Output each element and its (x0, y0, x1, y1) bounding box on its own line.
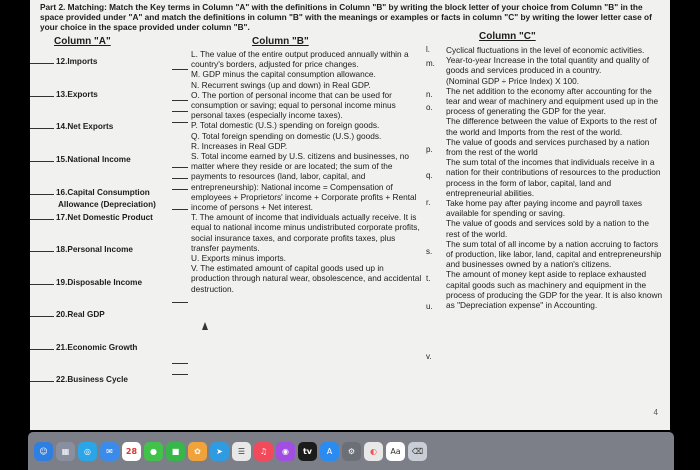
letter-u: u. (426, 302, 433, 311)
term-personal-income[interactable]: 18.Personal Income (30, 245, 190, 255)
facetime-icon[interactable]: ■ (166, 442, 185, 461)
term-net-domestic-product[interactable]: 17.Net Domestic Product (30, 213, 190, 223)
meaning-t: The value of goods and services sold by a nation to the rest of the world. (446, 218, 649, 239)
photos-icon[interactable]: ✿ (188, 442, 207, 461)
apple-tv-icon[interactable]: tv (298, 442, 317, 461)
safari-icon[interactable]: ◎ (78, 442, 97, 461)
term-economic-growth[interactable]: 21.Economic Growth (30, 343, 190, 353)
meaning-u: The sum total of all income by a nation accruing to factors of production, like labor, land, capital and entrepreneurship and businesses owned by a nation's citizens. (446, 238, 662, 270)
meaning-m: Year-to-year Increase in the total quantity and quality of goods and services produced in a country. (446, 55, 650, 76)
answer-blank-b[interactable] (172, 189, 188, 190)
answer-blank-b[interactable] (172, 302, 188, 303)
definition-n: N. Recurrent swings (up and down) in Real GDP. (191, 79, 371, 90)
definition-m: M. GDP minus the capital consumption allowance. (191, 69, 376, 80)
worksheet-page (30, 0, 670, 430)
column-c-letters (426, 0, 436, 430)
music-icon[interactable]: ♫ (254, 442, 273, 461)
column-a-heading: Column "A" (54, 36, 111, 47)
term-net-exports[interactable]: 14.Net Exports (30, 122, 190, 132)
answer-blank-b[interactable] (172, 100, 188, 101)
definition-u: U. Exports minus imports. (191, 253, 286, 264)
term-imports[interactable]: 12.Imports (30, 57, 190, 67)
letter-m: m. (426, 59, 435, 68)
answer-blank-b[interactable] (172, 69, 188, 70)
term-capital-consumption-cont: Allowance (Depreciation) (58, 200, 156, 209)
meaning-l: Cyclical fluctuations in the level of economic activities. (446, 45, 645, 55)
definition-q: Q. Total foreign spending on domestic (U.S.) goods. (191, 130, 382, 141)
term-national-income[interactable]: 15.National Income (30, 155, 190, 165)
preview-icon[interactable]: ◐ (364, 442, 383, 461)
definition-o: O. The portion of personal income that can be used for consumption or saving; equal to personal income minus personal taxes (especially income taxes). (191, 89, 396, 121)
definition-r: R. Increases in Real GDP. (191, 140, 288, 151)
column-c-meanings (446, 45, 664, 310)
letter-q: q. (426, 171, 433, 180)
answer-blank-b[interactable] (172, 363, 188, 364)
letter-t: t. (426, 274, 431, 283)
font-book-icon[interactable]: Aa (386, 442, 405, 461)
trash-icon[interactable]: ⌫ (408, 442, 427, 461)
letter-r: r. (426, 198, 431, 207)
answer-blank-b[interactable] (172, 167, 188, 168)
launchpad-icon[interactable]: ▦ (56, 442, 75, 461)
column-b-definitions (191, 49, 423, 294)
instructions-header: Part 2. Matching: Match the Key terms in Column "A" with the definitions in Column "B" by writing the block letter of your choice from Column "B" in the space provided under "A" and match the definitions in column "B" with the meanings or examples or facts in column "C" by writing the lower letter case of your choice in the space provided under column "B". (40, 2, 652, 33)
column-b-heading: Column "B" (252, 36, 309, 47)
dock (28, 432, 674, 470)
meaning-v: The amount of money kept aside to replace exhausted capital goods such as machinery and equipment in the process of producing the GDP for the year. It is also known as "Depreciation expense" in Accounting. (446, 269, 663, 311)
calendar-icon[interactable]: 28 (122, 442, 141, 461)
definition-s: S. Total income earned by U.S. citizens and businesses, no matter where they reside or are located; the sum of the payments to resources (land, labor, capital, and entrepreneurship): National income = Compensation of employees + Proprietors' income + Corporate profits + Rental income of persons + Net interest. (191, 151, 417, 213)
term-capital-consumption[interactable]: 16.Capital Consumption (30, 188, 190, 198)
system-settings-icon[interactable]: ⚙ (342, 442, 361, 461)
finder-icon[interactable]: ☺ (34, 442, 53, 461)
letter-l: l. (426, 45, 430, 54)
meaning-r: The sum total of the incomes that individuals receive in a nation for their contributions of resources to the production process in the form of labor, capital, land and entrepreneurial abilities. (446, 157, 661, 198)
mouse-cursor-icon (202, 322, 208, 330)
answer-blank-b[interactable] (172, 178, 188, 179)
definition-t: T. The amount of income that individuals actually receive. It is equal to national income minus undistributed corporate profits, social insurance taxes, and corporate profits taxes, plus transfer payments. (191, 212, 420, 253)
letter-v: v. (426, 352, 432, 361)
meaning-n: (Nominal GDP ÷ Price Index) X 100. (446, 75, 580, 86)
definition-p: P. Total domestic (U.S.) spending on foreign goods. (191, 120, 380, 131)
definition-l: L. The value of the entire output produced annually within a country's borders, adjusted for price changes. (191, 49, 409, 70)
answer-blank-b[interactable] (172, 374, 188, 375)
maps-icon[interactable]: ➤ (210, 442, 229, 461)
letter-n: n. (426, 90, 433, 99)
meaning-s: Take home pay after paying income and payroll taxes available for spending or saving. (446, 198, 643, 219)
answer-blank-b[interactable] (172, 122, 188, 123)
term-business-cycle[interactable]: 22.Business Cycle (30, 375, 190, 385)
term-real-gdp[interactable]: 20.Real GDP (30, 310, 190, 320)
answer-blank-b[interactable] (172, 209, 188, 210)
term-exports[interactable]: 13.Exports (30, 90, 190, 100)
definition-v: V. The estimated amount of capital goods used up in production through natural wear, obsolescence, and accidental destruction. (191, 263, 422, 294)
podcasts-icon[interactable]: ◉ (276, 442, 295, 461)
letter-s: s. (426, 247, 433, 256)
column-c-heading: Column "C" (479, 31, 536, 42)
meaning-o: The net addition to the economy after accounting for the tear and wear of machinery and equipment used up in the process of generating the GDP for the year. (446, 85, 659, 117)
answer-blank-b[interactable] (172, 111, 188, 112)
contacts-icon[interactable]: ☰ (232, 442, 251, 461)
meaning-q: The value of goods and services purchased by a nation from the rest of the world (446, 136, 650, 158)
meaning-p: The difference between the value of Exports to the rest of the world and Imports from the rest of the world. (446, 116, 657, 137)
page-number: 4 (653, 408, 658, 417)
mail-icon[interactable]: ✉ (100, 442, 119, 461)
letter-o: o. (426, 103, 433, 112)
messages-icon[interactable]: ● (144, 442, 163, 461)
term-disposable-income[interactable]: 19.Disposable Income (30, 278, 190, 288)
letter-p: p. (426, 145, 433, 154)
app-store-icon[interactable]: A (320, 442, 339, 461)
